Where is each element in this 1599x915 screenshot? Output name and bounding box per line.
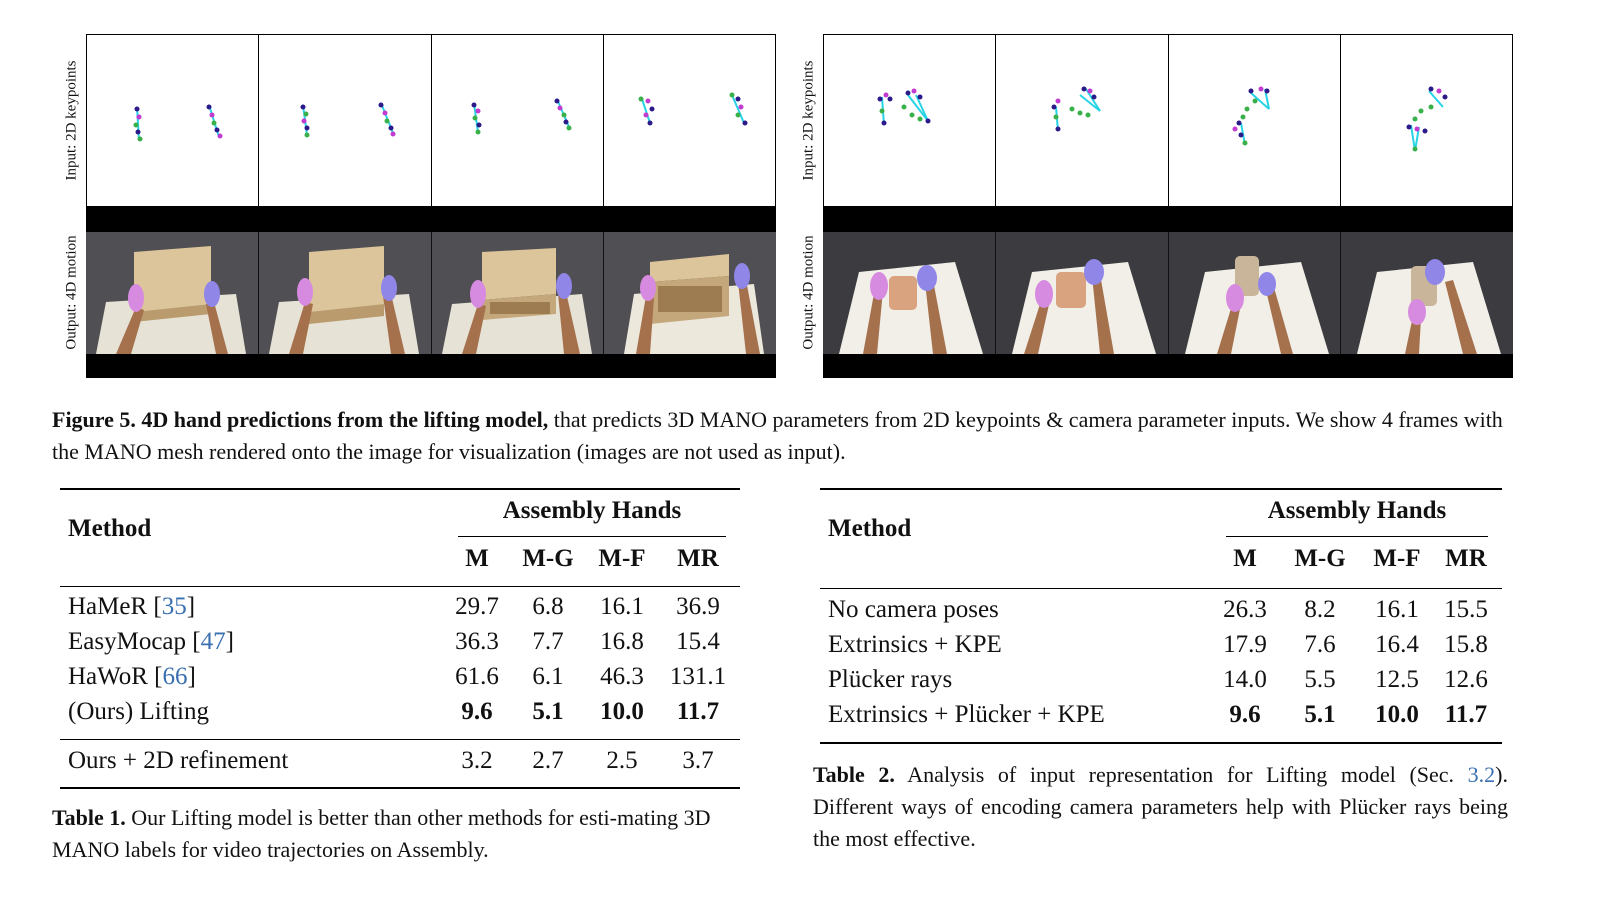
- value-cell: 8.2: [1304, 596, 1336, 623]
- right-hand-keypoints: [207, 105, 223, 139]
- render-frame: [1341, 232, 1513, 354]
- right-hand-keypoints: [554, 99, 571, 131]
- input-keypoint-frames: [823, 34, 1513, 208]
- table-1-caption: [52, 802, 752, 866]
- value-cell: 14.0: [1223, 666, 1267, 693]
- render-frame: [432, 232, 605, 354]
- right-hand-keypoints: [729, 93, 747, 126]
- value-cell: 12.5: [1375, 666, 1419, 693]
- value-cell: 36.3: [455, 628, 499, 655]
- input-keypoint-frames: [86, 34, 776, 208]
- value-cell: 46.3: [600, 663, 644, 690]
- value-cell: 61.6: [455, 663, 499, 690]
- value-cell: 16.1: [1375, 596, 1419, 623]
- group-header: Assembly Hands: [502, 497, 682, 524]
- left-hand-keypoints: [301, 105, 310, 138]
- citation-link[interactable]: 66: [162, 663, 188, 690]
- value-cell: 2.5: [606, 747, 638, 774]
- output-motion-strip: [823, 206, 1513, 378]
- method-name: No camera poses: [828, 596, 999, 623]
- value-cell: 11.7: [676, 698, 720, 725]
- column-header: MR: [1445, 545, 1487, 572]
- value-cell: 9.6: [1229, 701, 1261, 728]
- value-cell: 10.0: [600, 698, 644, 725]
- method-name: [68, 663, 196, 691]
- row-label-input-text: Input: 2D keypoints: [63, 60, 80, 180]
- value-cell: 131.1: [669, 663, 727, 690]
- render-box-scene: [604, 232, 776, 354]
- left-hand-keypoints: [134, 107, 143, 142]
- method-name: Extrinsics + KPE: [828, 631, 1002, 658]
- figure-caption-label: Figure 5. 4D hand predictions from the lifting model,: [52, 407, 549, 432]
- keypoint-frame: [996, 35, 1168, 207]
- column-header: M-G: [1294, 545, 1346, 572]
- table-caption-text: Analysis of input representation for Lifting model (Sec.: [894, 762, 1468, 787]
- render-frame: [86, 232, 259, 354]
- value-cell: 5.1: [1304, 701, 1336, 728]
- method-name: [68, 593, 195, 621]
- value-cell: 3.2: [461, 747, 493, 774]
- method-name: Extrinsics + Plücker + KPE: [828, 701, 1105, 728]
- figure-caption-text: that predicts 3D MANO parameters from 2D keypoints & camera parameter inputs. We show 4 frames with the MANO mesh rendered onto the image for visualization (images are not used as input).: [52, 407, 1503, 464]
- render-frame: [259, 232, 432, 354]
- table-caption-label: Table 1.: [52, 805, 126, 830]
- keypoint-frame: [824, 35, 996, 207]
- value-cell: 5.1: [532, 698, 564, 725]
- method-label: EasyMocap [: [68, 628, 201, 655]
- figure-caption: [52, 404, 1512, 468]
- value-cell: 11.7: [1444, 701, 1488, 728]
- row-label-input-text: Input: 2D keypoints: [800, 60, 817, 180]
- hand-keypoints: [1232, 87, 1269, 146]
- output-frames: [823, 232, 1513, 354]
- value-cell: 16.1: [600, 593, 644, 620]
- group-header: Assembly Hands: [1267, 497, 1447, 524]
- output-motion-strip: [86, 206, 776, 378]
- value-cell: 6.8: [532, 593, 564, 620]
- keypoint-frame: [604, 35, 775, 207]
- keypoint-frame: [87, 35, 259, 207]
- hand-keypoints: [878, 89, 931, 126]
- render-jar-scene: [1169, 232, 1341, 354]
- value-cell: 15.5: [1444, 596, 1488, 623]
- value-cell: 9.6: [461, 698, 493, 725]
- method-header: Method: [828, 515, 912, 542]
- render-frame: [1169, 232, 1342, 354]
- method-name: Plücker rays: [828, 666, 953, 693]
- value-cell: 36.9: [676, 593, 720, 620]
- value-cell: 16.4: [1375, 631, 1419, 658]
- output-frames: [86, 232, 776, 354]
- right-hand-keypoints: [379, 103, 396, 137]
- value-cell: 10.0: [1375, 701, 1419, 728]
- value-cell: 16.8: [600, 628, 644, 655]
- value-cell: 7.6: [1304, 631, 1336, 658]
- render-jar-scene: [823, 232, 995, 354]
- left-hand-keypoints: [638, 97, 654, 126]
- table-2-caption: [813, 759, 1508, 855]
- bracket: ]: [187, 663, 196, 690]
- method-name: Ours + 2D refinement: [68, 747, 289, 774]
- keypoint-plot: [1341, 35, 1512, 207]
- hand-keypoints: [1052, 87, 1101, 132]
- render-frame: [604, 232, 776, 354]
- render-box-scene: [432, 232, 604, 354]
- render-jar-scene: [1341, 232, 1513, 354]
- keypoint-plot: [996, 35, 1167, 207]
- row-label-input: [797, 34, 821, 206]
- method-header: Method: [68, 515, 152, 542]
- render-frame: [823, 232, 996, 354]
- value-cell: 5.5: [1304, 666, 1336, 693]
- bracket: ]: [225, 628, 234, 655]
- hand-keypoints: [1406, 87, 1447, 152]
- row-label-output-text: Output: 4D motion: [800, 234, 817, 350]
- row-label-input: [60, 34, 84, 206]
- method-name: (Ours) Lifting: [68, 698, 209, 725]
- keypoint-frame: [1341, 35, 1512, 207]
- value-cell: 15.4: [676, 628, 720, 655]
- table-1: [60, 488, 740, 790]
- value-cell: 2.7: [532, 747, 564, 774]
- value-cell: 15.8: [1444, 631, 1488, 658]
- column-header: M: [465, 545, 489, 572]
- method-label: HaWoR [: [68, 663, 163, 690]
- value-cell: 7.7: [532, 628, 564, 655]
- citation-link[interactable]: 47: [200, 628, 226, 655]
- keypoint-frame: [432, 35, 604, 207]
- column-header: M-G: [522, 545, 574, 572]
- column-header: M: [1233, 545, 1257, 572]
- table-caption-text: Our Lifting model is better than other methods for esti-mating 3D MANO labels for video trajectories on Assembly.: [52, 805, 711, 862]
- render-box-scene: [86, 232, 258, 354]
- row-label-output: [797, 206, 821, 378]
- table-caption-label: Table 2.: [813, 762, 895, 787]
- render-frame: [996, 232, 1169, 354]
- keypoint-plot: [824, 35, 995, 207]
- render-box-scene: [259, 232, 431, 354]
- value-cell: 3.7: [682, 747, 714, 774]
- table-2: [820, 488, 1502, 746]
- column-header: M-F: [1373, 545, 1421, 572]
- table-caption-text: ). Different ways of encoding camera parameters help with Plücker rays being the most effective.: [813, 762, 1508, 851]
- column-header: M-F: [598, 545, 646, 572]
- value-cell: 29.7: [455, 593, 499, 620]
- keypoint-frame: [259, 35, 431, 207]
- keypoint-frame: [1169, 35, 1341, 207]
- render-jar-scene: [996, 232, 1168, 354]
- keypoint-plot: [1169, 35, 1340, 207]
- row-label-output: [60, 206, 84, 378]
- keypoint-plot: [259, 35, 430, 207]
- column-header: MR: [677, 545, 719, 572]
- value-cell: 26.3: [1223, 596, 1267, 623]
- value-cell: 6.1: [532, 663, 564, 690]
- section-link[interactable]: 3.2: [1467, 762, 1496, 787]
- method-name: [68, 628, 234, 656]
- value-cell: 17.9: [1223, 631, 1267, 658]
- row-label-output-text: Output: 4D motion: [63, 234, 80, 350]
- keypoint-plot: [87, 35, 258, 207]
- value-cell: 12.6: [1444, 666, 1488, 693]
- method-label: HaMeR [: [68, 593, 162, 620]
- bracket: ]: [186, 593, 196, 620]
- keypoint-plot: [604, 35, 775, 207]
- left-hand-keypoints: [471, 103, 481, 135]
- keypoint-plot: [432, 35, 603, 207]
- citation-link[interactable]: 35: [161, 593, 187, 620]
